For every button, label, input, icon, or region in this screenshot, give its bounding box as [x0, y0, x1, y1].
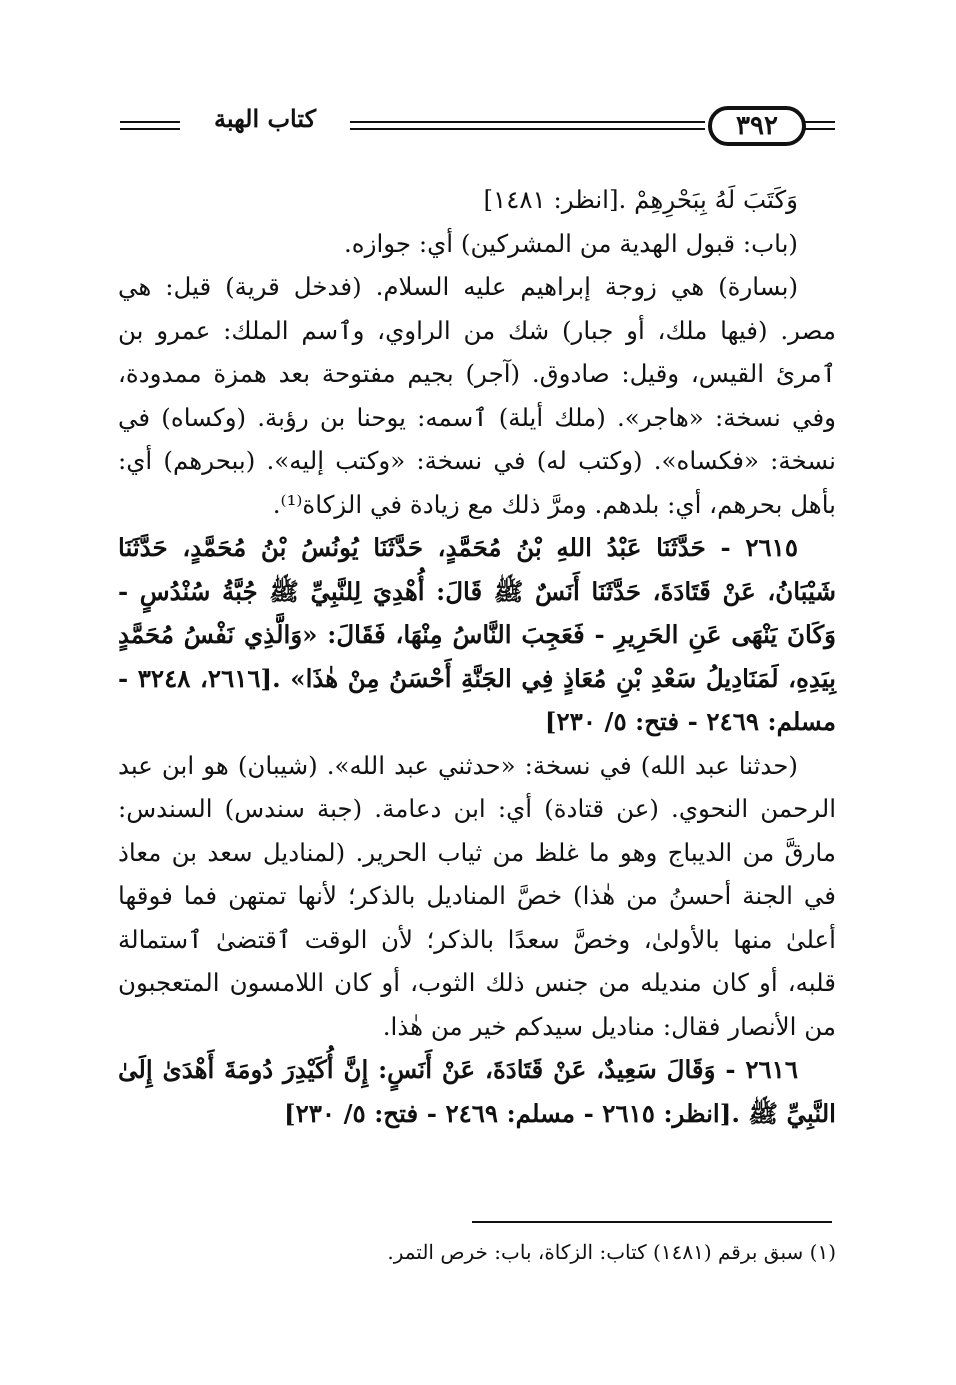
header-rule-left	[120, 121, 180, 130]
hadith-2616: ٢٦١٦ - وَقَالَ سَعِيدٌ، عَنْ قَتَادَةَ، عَنْ أَنَسٍ: إِنَّ أُكَيْدِرَ دُومَةَ أَهْدَىٰ إِلَىٰ النَّبِيِّ ﷺ .[انظر: ٢٦١٥ - مسلم: ٢٤٦٩ - فتح: ٥/ ٢٣٠]	[118, 1055, 836, 1128]
hadith-2615: ٢٦١٥ - حَدَّثَنَا عَبْدُ اللهِ بْنُ مُحَمَّدٍ، حَدَّثَنَا يُونُسُ بْنُ مُحَمَّدٍ، حَدَّثَنَا شَيْبَانُ، عَنْ قَتَادَةَ، حَدَّثَنَا أَنَسٌ ﷺ قَالَ: أُهْدِيَ لِلنَّبِيِّ ﷺ جُبَّةُ سُنْدُسٍ - وَكَانَ يَنْهَى عَنِ الحَرِيرِ - فَعَجِبَ النَّاسُ مِنْهَا، فَقَالَ: «وَالَّذِي نَفْسُ مُحَمَّدٍ بِيَدِهِ، لَمَنَادِيلُ سَعْدِ بْنِ مُعَاذٍ فِي الجَنَّةِ أَحْسَنُ مِنْ هٰذَا» .[٢٦١٦، ٣٢٤٨ - مسلم: ٢٤٦٩ - فتح: ٥/ ٢٣٠]	[118, 533, 836, 736]
commentary-2: (حدثنا عبد الله) في نسخة: «حدثني عبد الله». (شيبان) هو ابن عبد الرحمن النحوي. (عن قتادة) أي: ابن دعامة. (جبة سندس) السندس: مارقَّ من الديباج وهو ما غلظ من ثياب الحرير. (لمناديل سعد بن معاذ في الجنة أحسنُ من هٰذا) خصَّ المناديل بالذكر؛ لأنها تمتهن فما فوقها أعلىٰ منها بالأولىٰ، وخصَّ سعدًا بالذكر؛ لأن الوقت ٱقتضىٰ ٱستمالة قلبه، أو كان منديله من جنس ذلك الثوب، أو كان اللامسون المتعجبون من الأنصار فقال: مناديل سيدكم خير من هٰذا.	[118, 750, 836, 1041]
header-rule-right	[805, 121, 835, 130]
footnote-divider	[472, 1221, 832, 1223]
chapter-heading: (باب: قبول الهدية من المشركين) أي: جوازه.	[344, 228, 798, 258]
page-number-badge	[708, 106, 806, 146]
commentary-1: (بسارة) هي زوجة إبراهيم عليه السلام. (فدخل قرية) قيل: هي مصر. (فيها ملك، أو جبار) شك من الراوي، وٱسم الملك: عمرو بن ٱمرئ القيس، وقيل: صادوق. (آجر) بجيم مفتوحة بعد همزة ممدودة، وفي نسخة: «هاجر». (ملك أيلة) ٱسمه: يوحنا بن رؤبة. (وكساه) في نسخة: «فكساه». (وكتب له) في نسخة: «وكتب إليه». (ببحرهم) أي: بأهل بحرهم، أي: بلدهم. ومرَّ ذلك مع زيادة في الزكاة⁽¹⁾.	[118, 272, 836, 519]
header-rule-middle	[350, 121, 705, 130]
paragraph-1: وَكَتَبَ لَهُ بِبَحْرِهِمْ .[انظر: ١٤٨١]	[483, 185, 798, 214]
running-header	[0, 0, 956, 160]
footnote: (١) سبق برقم (١٤٨١) كتاب: الزكاة، باب: خرص التمر.	[387, 1240, 836, 1264]
book-title: كتاب الهبة	[213, 104, 317, 133]
main-text	[118, 178, 836, 1135]
page-number: ٣٩٢	[736, 111, 778, 141]
